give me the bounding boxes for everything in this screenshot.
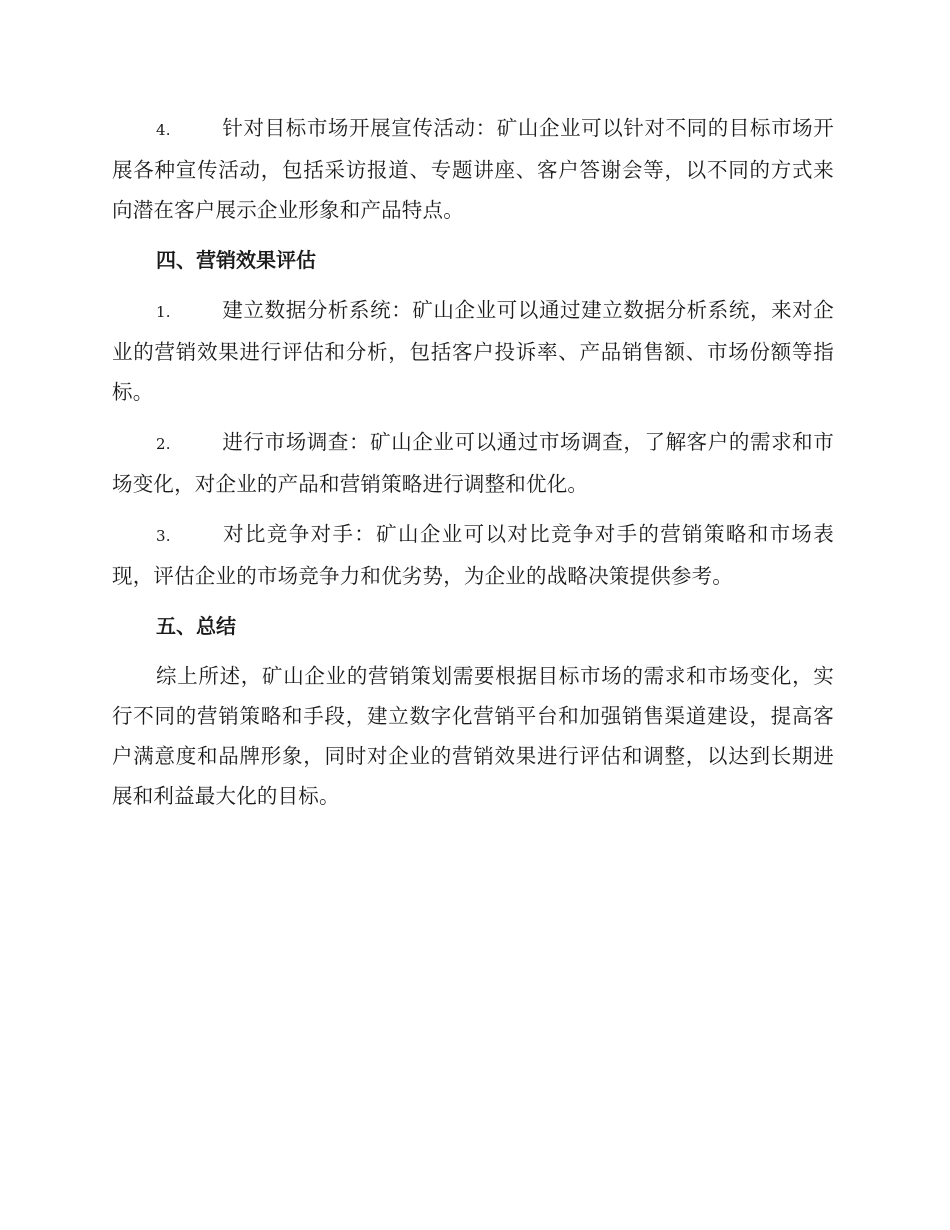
list-number: 2.	[156, 435, 171, 453]
document-page	[112, 108, 834, 826]
list-item	[112, 514, 834, 596]
section-heading: 五、总结	[156, 614, 236, 638]
list-number: 4.	[156, 121, 171, 139]
list-text: 建立数据分析系统：矿山企业可以通过建立数据分析系统，来对企业的营销效果进行评估和分析，包括客户投诉率、产品销售额、市场份额等指标。	[112, 298, 834, 404]
list-text: 对比竞争对手：矿山企业可以对比竞争对手的营销策略和市场表现，评估企业的市场竞争力和优劣势，为企业的战略决策提供参考。	[112, 522, 834, 588]
list-item	[112, 108, 834, 230]
summary-paragraph: 综上所述，矿山企业的营销策划需要根据目标市场的需求和市场变化，实行不同的营销策略和手段，建立数字化营销平台和加强销售渠道建设，提高客户满意度和品牌形象，同时对企业的营销效果进行评估和调整，以达到长期进展和利益最大化的目标。	[112, 664, 834, 808]
list-number: 3.	[156, 527, 171, 545]
list-item	[112, 422, 834, 504]
list-number: 1.	[156, 303, 171, 321]
section-heading: 四、营销效果评估	[156, 248, 316, 272]
list-text: 进行市场调查：矿山企业可以通过市场调查，了解客户的需求和市场变化，对企业的产品和营销策略进行调整和优化。	[112, 430, 834, 496]
list-text: 针对目标市场开展宣传活动：矿山企业可以针对不同的目标市场开展各种宣传活动，包括采访报道、专题讲座、客户答谢会等，以不同的方式来向潜在客户展示企业形象和产品特点。	[112, 116, 834, 222]
list-item	[112, 290, 834, 412]
